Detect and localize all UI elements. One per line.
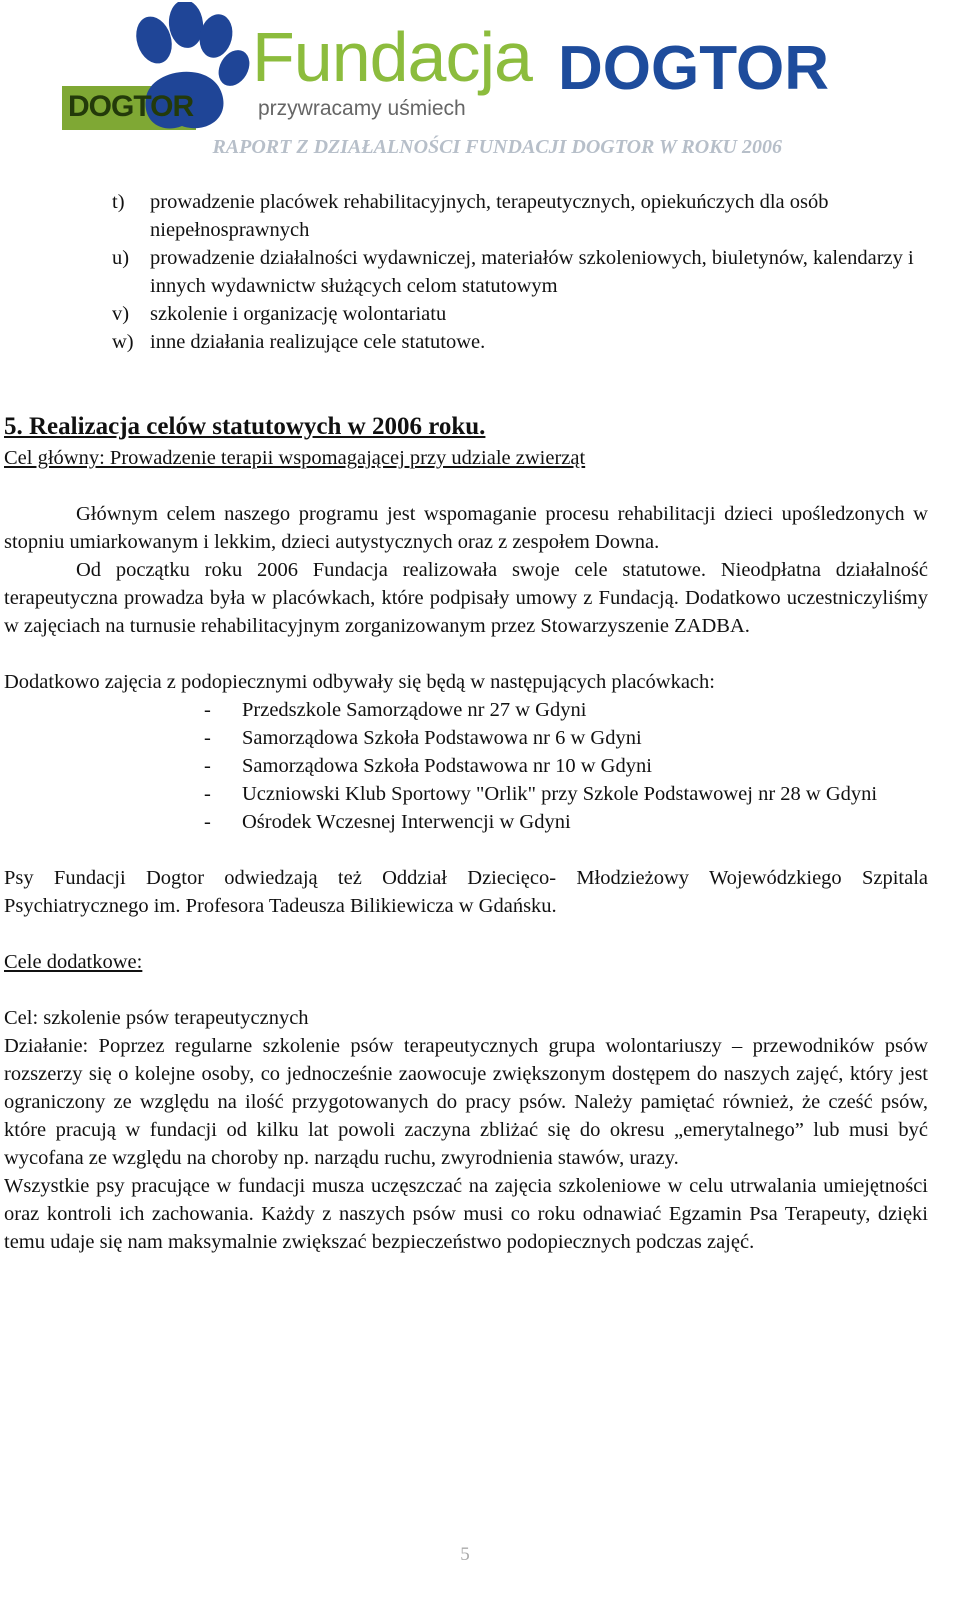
list-item [204,696,928,724]
list-marker: t) [112,191,125,213]
list-item-text: inne działania realizujące cele statutowe. [150,331,486,353]
list-item-text: Uczniowski Klub Sportowy "Orlik" przy Szkole Podstawowej nr 28 w Gdyni [242,783,878,805]
facilities-intro: Dodatkowo zajęcia z podopiecznymi odbywały się będą w następujących placówkach: [4,671,715,693]
list-item [204,780,928,808]
list-marker: w) [112,331,134,353]
list-marker: u) [112,247,130,269]
logo-tagline: przywracamy uśmiech [258,97,466,120]
list-marker: - [204,783,211,805]
logo-fundacja-text: Fundacja [252,18,532,96]
spacer [4,976,928,1004]
paragraph-action: Działanie: Poprzez regularne szkolenie psów terapeutycznych grupa wolontariuszy – przewodników psów rozszerzy się o kolejne osoby, co jednocześnie zaowocuje zwiększonym dostępem do naszych zajęć, który jest ograniczony ze względu na ilość przygotowanych do pracy psów. Należy pamiętać również, że cześć psów, które pracują w fundacji od kilku lat powoli zaczyna zbliżać się do okresu „emerytalnego” lub musi być wycofana ze względu na choroby np. narządu ruchu, zwyrodnienia stawów, urazy. [4,1035,928,1169]
list-item [204,752,928,780]
paragraph-activities-2006: Od początku roku 2006 Fundacja realizowała swoje cele statutowe. Nieodpłatna działalność terapeutyczna prowadza była w placówkach, które podpisały umowy z Fundacją. Dodatkowo uczestniczyliśmy w zajęciach na turnusie rehabilitacyjnym zorganizowanym przez Stowarzyszenie ZADBA. [4,559,928,637]
list-item-text: prowadzenie placówek rehabilitacyjnych, terapeutycznych, opiekuńczych dla osób niepełnosprawnych [150,191,829,241]
list-marker: - [204,811,211,833]
list-item [112,188,928,244]
logo-badge-text: DOGTOR [68,90,194,123]
document-body [4,188,928,1256]
spacer [4,640,928,668]
list-item [204,808,928,836]
logo-dogtor-text: DOGTOR [558,34,829,103]
list-item-text: Ośrodek Wczesnej Interwencji w Gdyni [242,811,571,833]
list-item-text: szkolenie i organizację wolontariatu [150,303,447,325]
report-title: RAPORT Z DZIAŁALNOŚCI FUNDACJI DOGTOR W ROKU 2006 [212,136,782,158]
paragraph-dog-training-requirements: Wszystkie psy pracujące w fundacji musza uczęszczać na zajęcia szkoleniowe w celu utrwalania umiejętności oraz kontroli ich zachowania. Każdy z naszych psów musi co roku odnawiać Egzamin Psa Terapeuty, dzięki temu udaje się nam maksymalnie zwiększać bezpieczeństwo podopiecznych podczas zajęć. [4,1175,928,1253]
spacer [4,920,928,948]
facilities-list [4,696,928,836]
list-item-text: Samorządowa Szkoła Podstawowa nr 6 w Gdyni [242,727,642,749]
page-number: 5 [460,1544,470,1565]
list-item [112,328,928,356]
list-item-text: Samorządowa Szkoła Podstawowa nr 10 w Gdyni [242,755,652,777]
continued-objectives-list [4,188,928,356]
spacer [4,836,928,864]
spacer [4,472,928,500]
section-heading: 5. Realizacja celów statutowych w 2006 roku. [4,413,486,440]
list-item-text: Przedszkole Samorządowe nr 27 w Gdyni [242,699,587,721]
main-goal-title: Cel główny: Prowadzenie terapii wspomagającej przy udziale zwierząt [4,447,586,469]
list-marker: - [204,755,211,777]
list-marker: v) [112,303,130,325]
page-header [0,0,960,170]
list-item-text: prowadzenie działalności wydawniczej, materiałów szkoleniowych, biuletynów, kalendarzy i innych wydawnictw służących celom statutowym [150,247,914,297]
fundacja-dogtor-logo [62,2,882,142]
list-item [112,244,928,300]
paw-toe-2 [167,2,206,50]
paragraph-main-goal: Głównym celem naszego programu jest wspomaganie procesu rehabilitacji dzieci upośledzonych w stopniu umiarkowanym i lekkim, dzieci autystycznych oraz z zespołem Downa. [4,503,928,553]
additional-goals-title: Cele dodatkowe: [4,951,143,973]
goal-dog-training: Cel: szkolenie psów terapeutycznych [4,1007,309,1029]
list-marker: - [204,699,211,721]
list-item [112,300,928,328]
list-item [204,724,928,752]
list-marker: - [204,727,211,749]
paragraph-hospital-visits: Psy Fundacji Dogtor odwiedzają też Oddział Dziecięco- Młodzieżowy Wojewódzkiego Szpitala Psychiatrycznego im. Profesora Tadeusza Bilikiewicza w Gdańsku. [4,867,928,917]
